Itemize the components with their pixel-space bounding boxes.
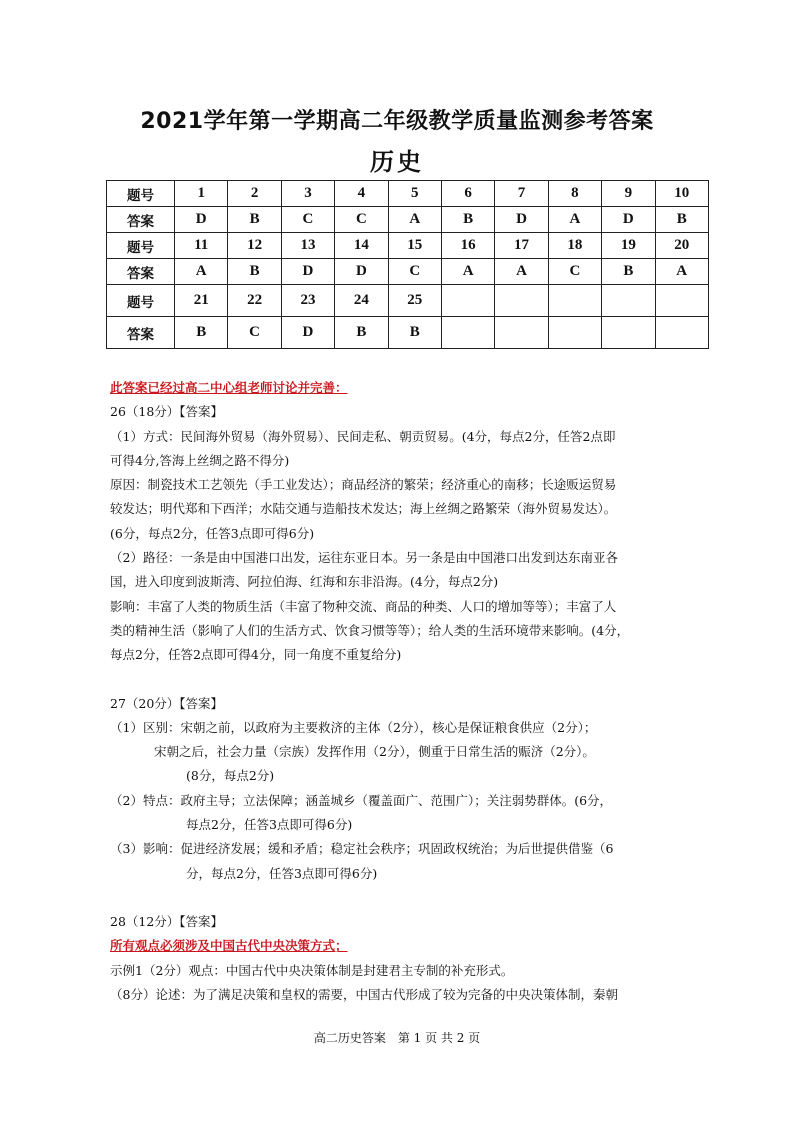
table-cell: A: [441, 259, 494, 285]
table-cell: A: [548, 207, 601, 233]
table-cell: 13: [281, 233, 334, 259]
table-cell: [495, 317, 548, 349]
q27-line: 分，每点2分，任答3点即可得6分): [186, 865, 378, 881]
table-cell: 21: [175, 285, 228, 317]
q26-line: 可得4分,答海上丝绸之路不得分): [110, 452, 290, 468]
table-cell: 3: [281, 181, 334, 207]
row-label: 题号: [107, 181, 175, 207]
table-cell: D: [335, 259, 388, 285]
q27-line: (8分，每点2分): [186, 768, 275, 784]
table-cell: 1: [175, 181, 228, 207]
table-cell: 20: [655, 233, 708, 259]
q27-line: 每点2分，任答3点即可得6分): [186, 817, 353, 833]
row-label: 题号: [107, 285, 175, 317]
q26-line: 影响：丰富了人类的物质生活（丰富了物种交流、商品的种类、人口的增加等等）；丰富了人: [110, 598, 617, 614]
table-cell: D: [175, 207, 228, 233]
table-cell: [655, 317, 708, 349]
q26-heading: 26（18分）【答案】: [110, 404, 224, 420]
table-cell: D: [281, 317, 334, 349]
spacer: [110, 668, 694, 692]
table-cell: C: [548, 259, 601, 285]
q27-line: （2）特点：政府主导；立法保障；涵盖城乡（覆盖面广、范围广）；关注弱势群体。(6分，: [110, 792, 613, 808]
q26-line: （2）路径：一条是由中国港口出发，运往东亚日本。另一条是由中国港口出发到达东南亚各: [110, 550, 618, 566]
answer-table-row: [107, 207, 709, 233]
table-cell: B: [228, 259, 281, 285]
table-cell: D: [495, 207, 548, 233]
table-cell: [602, 285, 655, 317]
table-cell: 10: [655, 181, 708, 207]
table-cell: C: [228, 317, 281, 349]
answer-table-row: [107, 233, 709, 259]
table-cell: C: [335, 207, 388, 233]
q28-note: 所有观点必须涉及中国古代中央决策方式；: [110, 938, 348, 954]
table-cell: A: [655, 259, 708, 285]
table-cell: [602, 317, 655, 349]
document-title: 2021学年第一学期高二年级教学质量监测参考答案: [140, 109, 654, 134]
answer-table-row: [107, 285, 709, 317]
answer-table-row: [107, 181, 709, 207]
row-label: 答案: [107, 317, 175, 349]
table-cell: [548, 285, 601, 317]
answer-table: [106, 180, 709, 349]
row-label: 答案: [107, 207, 175, 233]
row-label: 答案: [107, 259, 175, 285]
table-cell: 17: [495, 233, 548, 259]
table-cell: B: [335, 317, 388, 349]
row-label: 题号: [107, 233, 175, 259]
table-cell: [548, 317, 601, 349]
spacer: [110, 886, 694, 910]
table-cell: 25: [388, 285, 441, 317]
table-cell: 2: [228, 181, 281, 207]
table-cell: 24: [335, 285, 388, 317]
q26-line: 原因：制瓷技术工艺领先（手工业发达）；商品经济的繁荣；经济重心的南移；长途贩运贸易: [110, 477, 617, 493]
table-cell: 14: [335, 233, 388, 259]
q26-line: 每点2分，任答2点即可得4分，同一角度不重复给分): [110, 647, 402, 663]
q27-line: （3）影响：促进经济发展；缓和矛盾；稳定社会秩序；巩固政权统治；为后世提供借鉴（6: [110, 841, 614, 857]
q26-line: 较发达；明代郑和下西洋；水陆交通与造船技术发达；海上丝绸之路繁荣（海外贸易发达）。: [110, 501, 617, 517]
table-cell: 16: [441, 233, 494, 259]
table-cell: [441, 285, 494, 317]
table-cell: [495, 285, 548, 317]
table-cell: D: [281, 259, 334, 285]
table-cell: A: [175, 259, 228, 285]
table-cell: A: [388, 207, 441, 233]
q28-line: 示例1（2分）观点：中国古代中央决策体制是封建君主专制的补充形式。: [110, 962, 514, 978]
table-cell: 9: [602, 181, 655, 207]
review-note: 此答案已经过高二中心组老师讨论并完善：: [110, 380, 348, 395]
answer-content: [110, 376, 694, 1007]
table-cell: C: [388, 259, 441, 285]
page-footer: 高二历史答案 第 1 页 共 2 页: [313, 1031, 481, 1045]
table-cell: 5: [388, 181, 441, 207]
subject-title: 历史: [370, 148, 424, 176]
table-cell: 12: [228, 233, 281, 259]
table-cell: 11: [175, 233, 228, 259]
answer-table-row: [107, 259, 709, 285]
q28-heading: 28（12分）【答案】: [110, 913, 224, 929]
table-cell: 4: [335, 181, 388, 207]
table-cell: 6: [441, 181, 494, 207]
table-cell: 15: [388, 233, 441, 259]
table-cell: [441, 317, 494, 349]
q27-heading: 27（20分）【答案】: [110, 695, 224, 711]
q26-line: 类的精神生活（影响了人们的生活方式、饮食习惯等等）；给人类的生活环境带来影响。(4分，: [110, 622, 630, 638]
table-cell: [655, 285, 708, 317]
q27-line: （1）区别：宋朝之前，以政府为主要救济的主体（2分），核心是保证粮食供应（2分）；: [110, 719, 597, 735]
answer-table-row: [107, 317, 709, 349]
q26-line: 国，进入印度到波斯湾、阿拉伯海、红海和东非沿海。(4分，每点2分): [110, 574, 499, 590]
q28-line: （8分）论述：为了满足决策和皇权的需要，中国古代形成了较为完备的中央决策体制，秦朝: [110, 986, 618, 1002]
q26-line: （1）方式：民间海外贸易（海外贸易）、民间走私、朝贡贸易。(4分，每点2分，任答2点即: [110, 428, 616, 444]
table-cell: 18: [548, 233, 601, 259]
table-cell: B: [441, 207, 494, 233]
table-cell: 7: [495, 181, 548, 207]
q26-line: (6分，每点2分，任答3点即可得6分): [110, 525, 315, 541]
table-cell: B: [388, 317, 441, 349]
table-cell: C: [281, 207, 334, 233]
table-cell: A: [495, 259, 548, 285]
table-cell: 8: [548, 181, 601, 207]
table-cell: B: [175, 317, 228, 349]
table-cell: B: [602, 259, 655, 285]
table-cell: B: [228, 207, 281, 233]
table-cell: D: [602, 207, 655, 233]
table-cell: 23: [281, 285, 334, 317]
q27-line: 宋朝之后，社会力量（宗族）发挥作用（2分），侧重于日常生活的赈济（2分）。: [154, 744, 595, 760]
table-cell: 22: [228, 285, 281, 317]
table-cell: B: [655, 207, 708, 233]
table-cell: 19: [602, 233, 655, 259]
